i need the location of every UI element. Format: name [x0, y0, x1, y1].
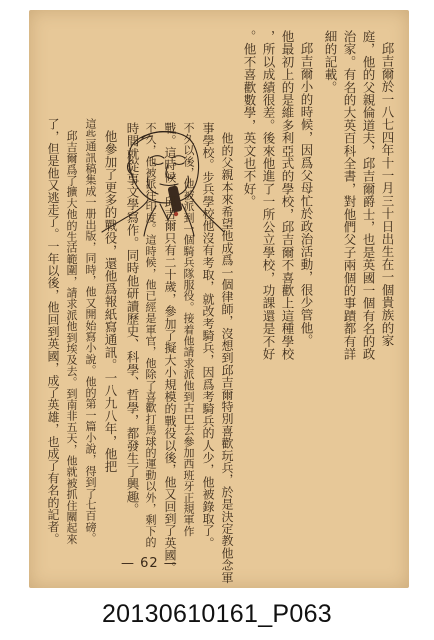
- text-column: 治家。有名的大英百科全書，對他們父子兩個的事蹟都有詳: [342, 30, 357, 361]
- image-caption: 20130610161_P063: [101, 600, 333, 628]
- text-column: 事學校。步兵學校他沒有考取，就改考騎兵，因爲考騎兵的人少，他被錄取了。: [201, 122, 215, 549]
- text-column: 他最初上的是維多利亞式的學校，邱吉爾不喜歡上這種學校: [280, 30, 295, 361]
- text-column: 這些通訊稿集成一册出版，同時，他又開始寫小說。他的第一篇小說，得到了七百磅。: [84, 118, 97, 544]
- text-column: 細的記載。: [323, 30, 338, 94]
- text-column: 他的父親本來希望他成爲一個律師，沒想到邱吉爾特別喜歡玩兵，於是決定教他念軍: [220, 132, 234, 584]
- text-column: 了，但是他又逃走了。一年以後，他回到英國，成了英雄，也成了有名的記者。: [46, 118, 60, 545]
- text-column: 時間就從事文學寫作。同時他研讀歷史、科學、哲學，都發生了興趣。: [125, 122, 140, 516]
- book-page: [29, 10, 409, 588]
- text-column: 庭，他的父親倫道夫，邱吉爾爵士，也是英國一個有名的政: [361, 30, 376, 361]
- text-column: 不久，他被派往印度。這時候，他已經是軍官，他除了喜歡打馬球的運動以外，剩下的: [144, 122, 157, 548]
- page-number: — 62 —: [121, 556, 178, 571]
- text-column: 他參加了更多的戰役，還他爲報紙寫通訊。一八九八年，他把: [103, 130, 118, 473]
- text-column: ，所以成績很差。後來他進了一所公立學校，功課還是不好: [261, 30, 276, 361]
- text-column: 邱吉爾爲了擴大他的生活範圍，請求派他到埃及去。到南非五天，他就被抓住關起來: [65, 130, 78, 545]
- text-column: 。他不喜歡數學，英文也不好。: [242, 30, 257, 208]
- text-column: 不久以後，他被派到一個騎兵隊服役。接着他請求派他到古巴去參加西班牙正規軍作: [182, 122, 195, 537]
- text-column: 戰。這時候，邱吉爾只有二十歲，參加了擬大小規模的戰役以後，他又回到了英國。: [163, 122, 177, 574]
- text-column: 邱吉爾於一八七四年十一月三十日出生在一個貴族的家: [380, 42, 395, 347]
- text-column: 邱吉爾小的時候，因爲父母忙於政治活動，很少管他。: [299, 42, 314, 347]
